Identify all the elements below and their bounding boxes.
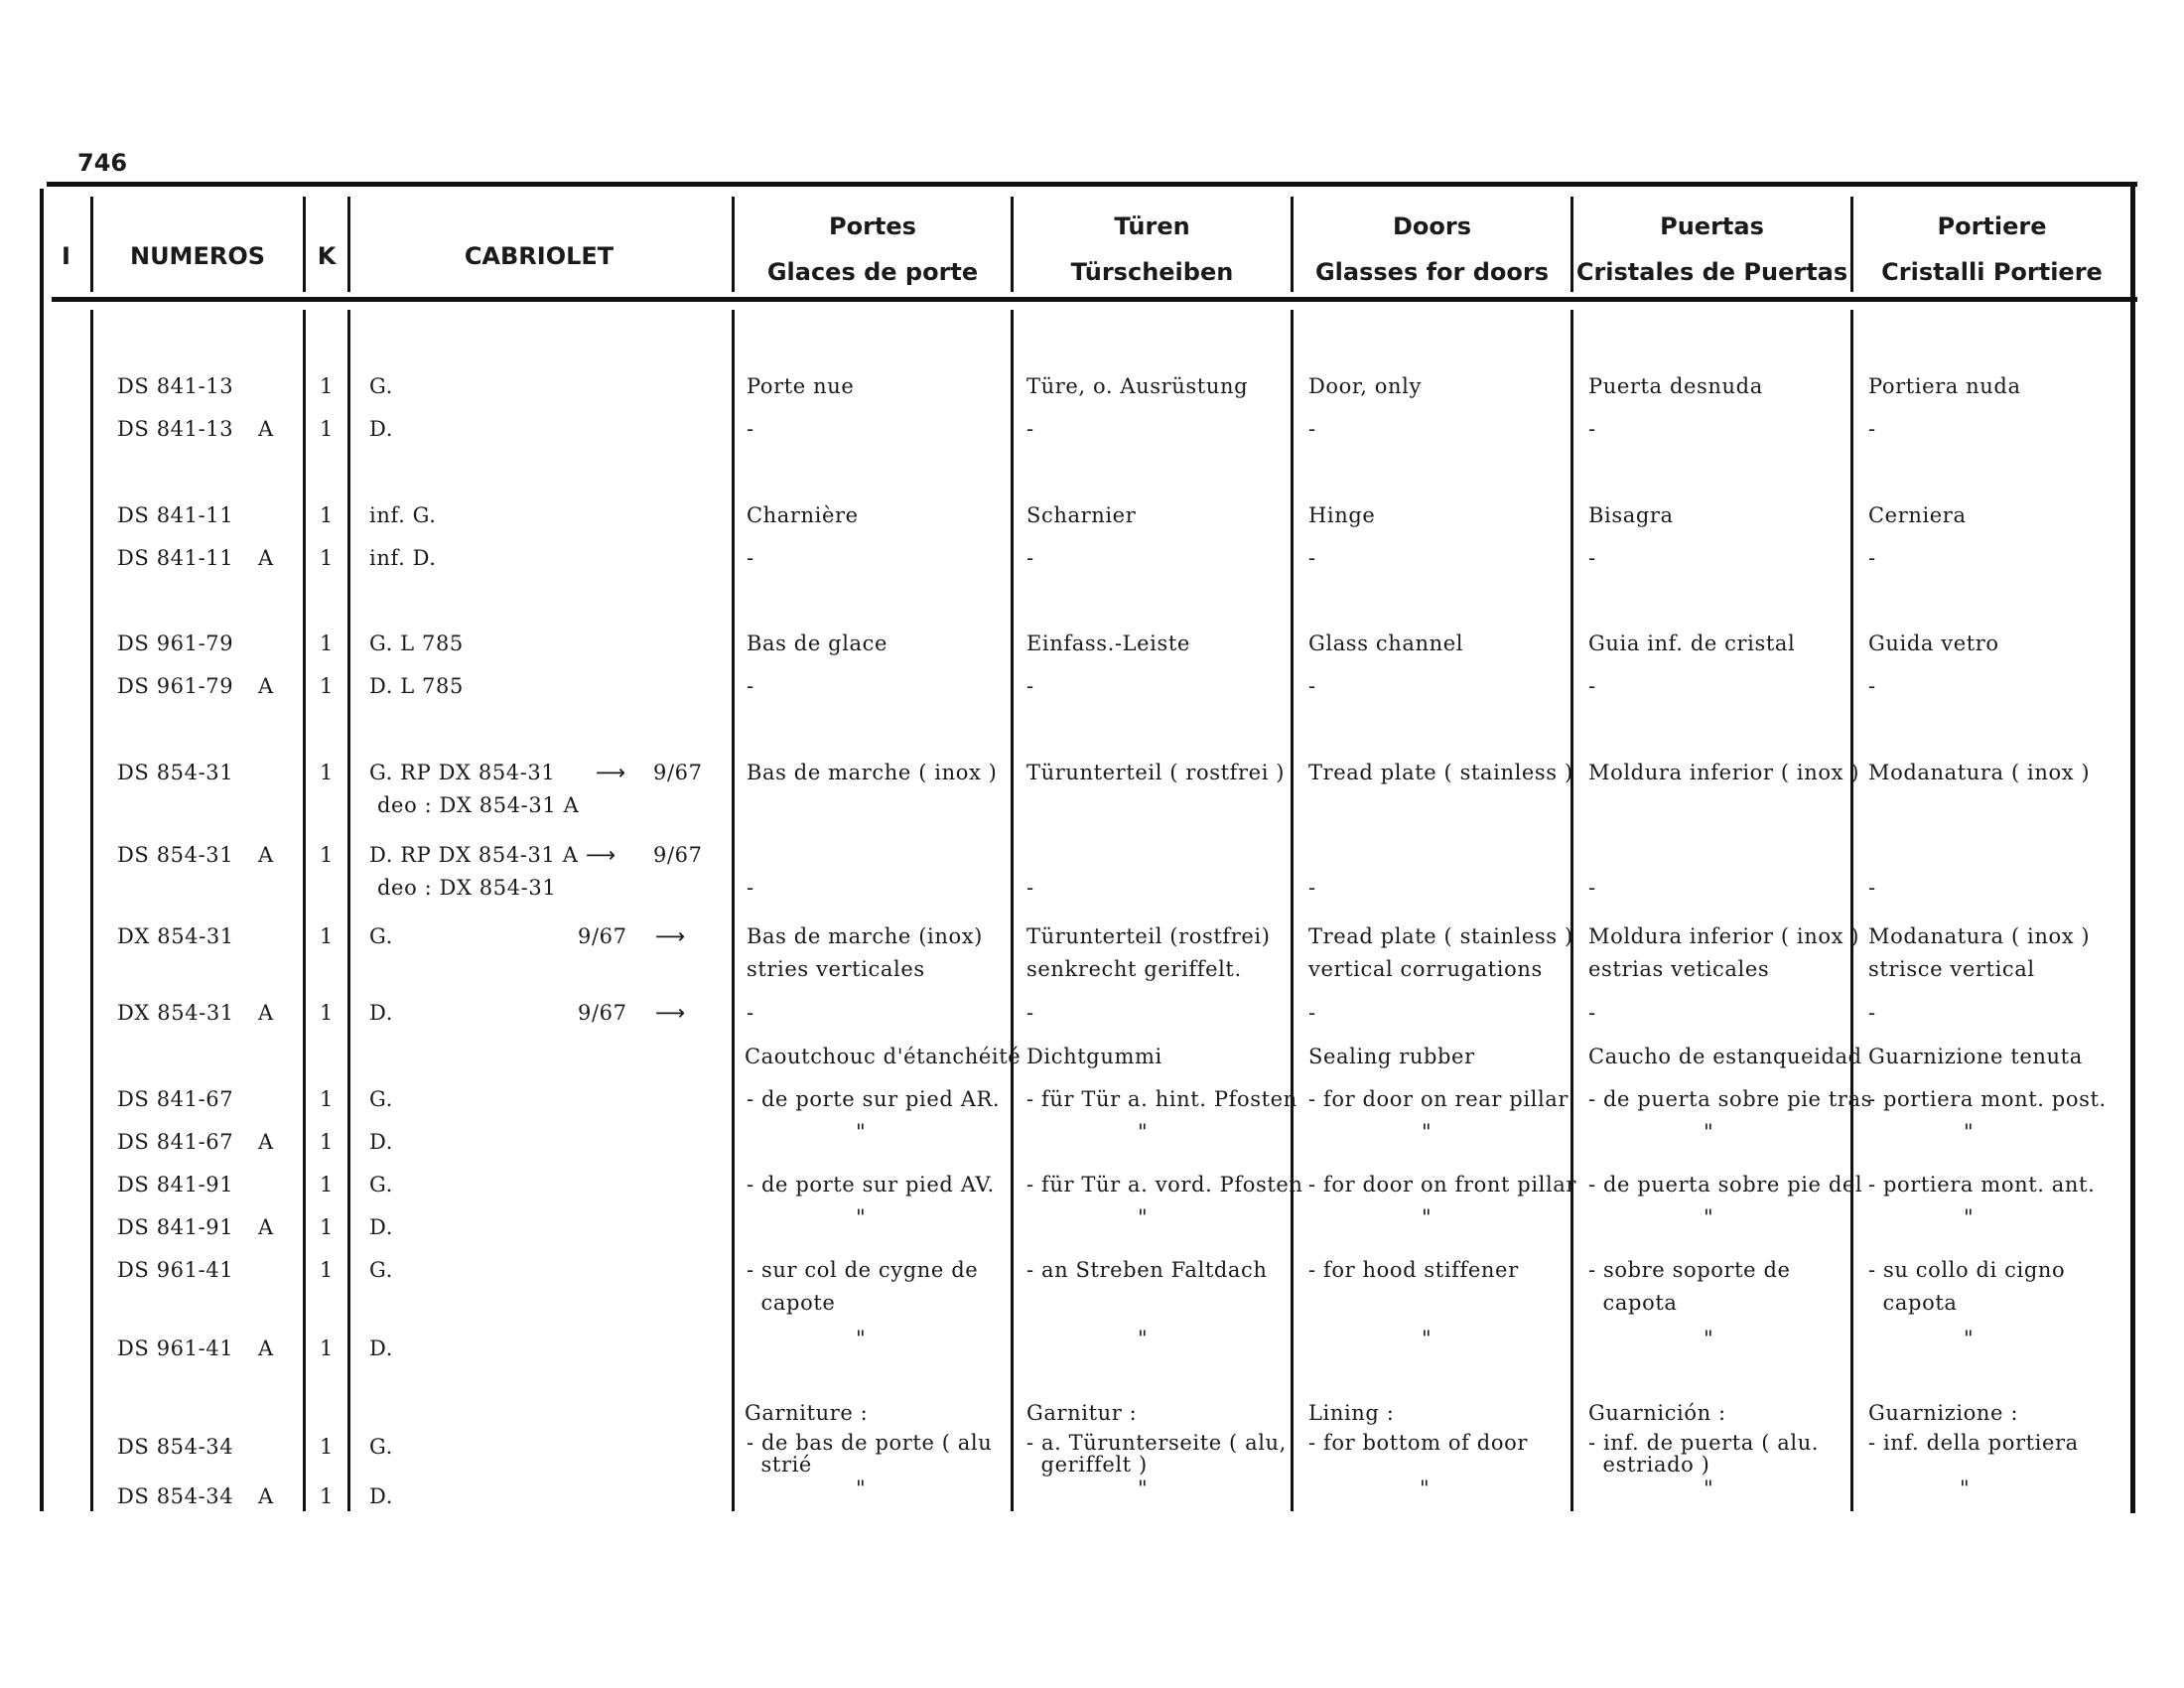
- section-de: Dichtgummi: [1026, 1045, 1162, 1068]
- part-number: [117, 1484, 286, 1508]
- header-it-line1: Portiere: [1937, 212, 2047, 240]
- quantity: 1: [320, 417, 334, 441]
- desc-es: Moldura inferior ( inox ): [1588, 761, 1860, 784]
- header-i: I: [62, 242, 70, 270]
- ditto-mark: ": [856, 1327, 867, 1350]
- desc-es: -: [1588, 1001, 1596, 1025]
- part-code: DS 961-79: [117, 632, 234, 655]
- header-cabriolet: CABRIOLET: [464, 242, 614, 270]
- quantity: 1: [320, 1130, 334, 1154]
- arrow-right-icon: ⟶: [655, 1001, 686, 1025]
- section-it: Guarnizione :: [1868, 1401, 2019, 1425]
- desc-fr: Porte nue: [747, 374, 855, 398]
- ditto-mark: ": [856, 1477, 867, 1500]
- desc-de: -: [1026, 1001, 1034, 1025]
- part-code: DX 854-31: [117, 924, 234, 948]
- header-lang-it: [1853, 212, 2130, 286]
- desc-it: -: [1868, 546, 1876, 570]
- section-fr: Caoutchouc d'étanchéité: [745, 1045, 1022, 1068]
- header-de-line1: Türen: [1114, 212, 1190, 240]
- table-top-rule: [47, 182, 2137, 187]
- part-number: [117, 920, 286, 953]
- cabriolet-note: inf. G.: [369, 503, 437, 527]
- column-divider: [1850, 310, 1853, 1511]
- cab-date: 9/67: [653, 843, 703, 867]
- desc-es-line2: estrias veticales: [1588, 957, 1770, 981]
- quantity: 1: [320, 374, 334, 398]
- ditto-mark: ": [1420, 1477, 1431, 1500]
- part-number: [117, 370, 286, 403]
- desc-es: - de puerta sobre pie del: [1588, 1173, 1863, 1196]
- desc-fr: -: [747, 876, 754, 900]
- header-lang-es: [1573, 212, 1850, 286]
- desc-it: - inf. della portiera: [1868, 1431, 2079, 1455]
- cabriolet-note: D.: [369, 417, 393, 441]
- column-divider: [732, 310, 735, 1511]
- part-number: [117, 1126, 286, 1159]
- ditto-mark: ": [1960, 1477, 1971, 1500]
- section-en: Lining :: [1308, 1401, 1395, 1425]
- desc-fr: -: [747, 546, 754, 570]
- header-es-line2: Cristales de Puertas: [1575, 258, 1848, 286]
- desc-en-line2: vertical corrugations: [1308, 957, 1543, 981]
- ditto-mark: ": [1138, 1120, 1149, 1144]
- arrow-right-icon: ⟶: [586, 843, 616, 867]
- cabriolet-note: G.: [369, 1258, 393, 1282]
- desc-de: Türunterteil ( rostfrei ): [1026, 761, 1286, 784]
- desc-de: -: [1026, 417, 1034, 441]
- cabriolet-note-line2: deo : DX 854-31 A: [377, 793, 580, 817]
- desc-en: Hinge: [1308, 503, 1376, 527]
- ditto-mark: ": [1138, 1205, 1149, 1229]
- desc-it: - portiera mont. ant.: [1868, 1173, 2096, 1196]
- cabriolet-note: G.: [369, 374, 393, 398]
- quantity: 1: [320, 1336, 334, 1360]
- cabriolet-note: G.: [369, 1435, 393, 1459]
- cabriolet-note: D.: [369, 1130, 393, 1154]
- part-code: DX 854-31: [117, 1001, 234, 1025]
- cabriolet-note: D. L 785: [369, 674, 464, 698]
- cab-ref: D. RP DX 854-31 A: [369, 843, 579, 867]
- desc-fr: -: [747, 1001, 754, 1025]
- desc-it-line2: capota: [1868, 1291, 1958, 1315]
- cabriolet-note: G.: [369, 1173, 393, 1196]
- part-code: DS 961-41: [117, 1336, 234, 1360]
- quantity: 1: [320, 503, 334, 527]
- desc-it-line2: strisce vertical: [1868, 957, 2035, 981]
- column-divider: [1291, 310, 1294, 1511]
- header-en-line2: Glasses for doors: [1314, 258, 1549, 286]
- cab-ref: G. RP DX 854-31: [369, 761, 556, 784]
- part-code: DS 841-67: [117, 1087, 234, 1111]
- quantity: 1: [320, 1258, 334, 1282]
- desc-en: -: [1308, 1001, 1316, 1025]
- ditto-mark: ": [1704, 1205, 1714, 1229]
- section-es: Caucho de estanqueidad: [1588, 1045, 1862, 1068]
- desc-fr: - de bas de porte ( alu: [747, 1431, 993, 1455]
- desc-es: - sobre soporte de: [1588, 1258, 1791, 1282]
- desc-fr: Bas de marche ( inox ): [747, 761, 998, 784]
- desc-fr: -: [747, 674, 754, 698]
- section-de: Garnitur :: [1026, 1401, 1138, 1425]
- section-it: Guarnizione tenuta: [1868, 1045, 2083, 1068]
- cabriolet-note: [369, 757, 727, 789]
- desc-en: -: [1308, 546, 1316, 570]
- desc-es: -: [1588, 674, 1596, 698]
- header-bottom-rule: [52, 297, 2137, 302]
- header-fr-line2: Glaces de porte: [766, 258, 979, 286]
- desc-en: - for bottom of door: [1308, 1431, 1528, 1455]
- part-code: DS 841-13: [117, 417, 234, 441]
- ditto-mark: ": [1422, 1120, 1433, 1144]
- header-en-line1: Doors: [1392, 212, 1472, 240]
- part-number: [117, 413, 286, 446]
- desc-fr-line2: stries verticales: [747, 957, 925, 981]
- quantity: 1: [320, 924, 334, 948]
- ditto-mark: ": [1704, 1327, 1714, 1350]
- desc-en: -: [1308, 876, 1316, 900]
- quantity: 1: [320, 1215, 334, 1239]
- desc-de-line2: senkrecht geriffelt.: [1026, 957, 1242, 981]
- desc-it: Modanatura ( inox ): [1868, 761, 2091, 784]
- ditto-mark: ": [1704, 1120, 1714, 1144]
- header-fr-line1: Portes: [829, 212, 916, 240]
- desc-en: - for door on front pillar: [1308, 1173, 1577, 1196]
- part-number: [117, 670, 286, 703]
- desc-it: Cerniera: [1868, 503, 1967, 527]
- section-es: Guarnición :: [1588, 1401, 1726, 1425]
- cabriolet-note: G.: [369, 1087, 393, 1111]
- desc-de: -: [1026, 876, 1034, 900]
- desc-de: - für Tür a. hint. Pfosten: [1026, 1087, 1297, 1111]
- desc-de: Einfass.-Leiste: [1026, 632, 1190, 655]
- arrow-right-icon: ⟶: [596, 761, 626, 784]
- part-suffix: A: [258, 843, 274, 867]
- quantity: 1: [320, 1087, 334, 1111]
- desc-en: Tread plate ( stainless ): [1308, 761, 1573, 784]
- cabriolet-note: [369, 920, 727, 953]
- part-code: DS 841-91: [117, 1173, 234, 1196]
- desc-it: -: [1868, 1001, 1876, 1025]
- section-en: Sealing rubber: [1308, 1045, 1475, 1068]
- desc-en: -: [1308, 417, 1316, 441]
- desc-it: - portiera mont. post.: [1868, 1087, 2107, 1111]
- desc-es: Guia inf. de cristal: [1588, 632, 1796, 655]
- part-code: DS 841-91: [117, 1215, 234, 1239]
- ditto-mark: ": [1422, 1327, 1433, 1350]
- ditto-mark: ": [1964, 1205, 1975, 1229]
- desc-es: - inf. de puerta ( alu.: [1588, 1431, 1820, 1455]
- table-right-border: [2130, 185, 2135, 1513]
- cab-ref: D.: [369, 1001, 393, 1025]
- desc-en: -: [1308, 674, 1316, 698]
- ditto-mark: ": [1704, 1477, 1714, 1500]
- header-de-line2: Türscheiben: [1070, 258, 1234, 286]
- cabriolet-note: [369, 997, 727, 1030]
- part-number: [117, 1431, 286, 1464]
- part-number: [117, 1254, 286, 1287]
- quantity: 1: [320, 1001, 334, 1025]
- cabriolet-note: D.: [369, 1336, 393, 1360]
- desc-fr-line2: capote: [747, 1291, 836, 1315]
- ditto-mark: ": [1422, 1205, 1433, 1229]
- desc-de: - a. Türunterseite ( alu,: [1026, 1431, 1287, 1455]
- desc-es: -: [1588, 546, 1596, 570]
- desc-es: -: [1588, 876, 1596, 900]
- quantity: 1: [320, 1484, 334, 1508]
- desc-es-line2: estriado ): [1588, 1453, 1710, 1477]
- ditto-mark: ": [856, 1205, 867, 1229]
- part-code: DS 854-34: [117, 1435, 234, 1459]
- header-it-line2: Cristalli Portiere: [1881, 258, 2103, 286]
- cabriolet-note: [369, 839, 727, 872]
- desc-en: Door, only: [1308, 374, 1422, 398]
- cabriolet-note-line2: deo : DX 854-31: [377, 876, 557, 900]
- part-suffix: A: [258, 1484, 274, 1508]
- desc-en: Glass channel: [1308, 632, 1464, 655]
- header-k: K: [317, 242, 337, 270]
- section-fr: Garniture :: [745, 1401, 869, 1425]
- quantity: 1: [320, 1435, 334, 1459]
- cab-date: 9/67: [578, 924, 627, 948]
- ditto-mark: ": [1964, 1327, 1975, 1350]
- desc-fr-line2: strié: [747, 1453, 812, 1477]
- part-suffix: A: [258, 546, 274, 570]
- cabriolet-note: G. L 785: [369, 632, 464, 655]
- part-code: DS 854-31: [117, 761, 234, 784]
- part-code: DS 841-67: [117, 1130, 234, 1154]
- desc-de: Türe, o. Ausrüstung: [1026, 374, 1249, 398]
- arrow-right-icon: ⟶: [655, 924, 686, 948]
- ditto-mark: ": [856, 1120, 867, 1144]
- quantity: 1: [320, 843, 334, 867]
- column-divider: [347, 310, 350, 1511]
- header-lang-fr: [735, 212, 1011, 286]
- desc-de: Scharnier: [1026, 503, 1137, 527]
- header-numeros: NUMEROS: [129, 242, 266, 270]
- header-es-line1: Puertas: [1660, 212, 1764, 240]
- desc-fr: Bas de glace: [747, 632, 888, 655]
- part-suffix: A: [258, 1001, 274, 1025]
- part-code: DS 854-34: [117, 1484, 234, 1508]
- column-divider: [303, 310, 306, 1511]
- desc-es-line2: capota: [1588, 1291, 1678, 1315]
- part-suffix: A: [258, 674, 274, 698]
- part-code: DS 961-41: [117, 1258, 234, 1282]
- desc-it: Modanatura ( inox ): [1868, 924, 2091, 948]
- table-left-border: [40, 189, 44, 1511]
- desc-en: - for door on rear pillar: [1308, 1087, 1570, 1111]
- part-code: DS 961-79: [117, 674, 234, 698]
- cab-ref: G.: [369, 924, 393, 948]
- desc-it: Guida vetro: [1868, 632, 1999, 655]
- desc-it: - su collo di cigno: [1868, 1258, 2066, 1282]
- desc-it: Portiera nuda: [1868, 374, 2021, 398]
- desc-de: Türunterteil (rostfrei): [1026, 924, 1271, 948]
- desc-fr: - de porte sur pied AR.: [747, 1087, 1001, 1111]
- cabriolet-note: D.: [369, 1215, 393, 1239]
- desc-es: -: [1588, 417, 1596, 441]
- desc-fr: Bas de marche (inox): [747, 924, 983, 948]
- desc-de: -: [1026, 674, 1034, 698]
- part-number: [117, 542, 286, 575]
- desc-it: -: [1868, 674, 1876, 698]
- desc-de: - für Tür a. vord. Pfosten: [1026, 1173, 1303, 1196]
- desc-en: Tread plate ( stainless ): [1308, 924, 1573, 948]
- cab-date: 9/67: [578, 1001, 627, 1025]
- part-code: DS 841-11: [117, 546, 234, 570]
- quantity: 1: [320, 546, 334, 570]
- part-number: [117, 1169, 286, 1201]
- part-number: [117, 839, 286, 872]
- part-code: DS 841-13: [117, 374, 234, 398]
- desc-es: Puerta desnuda: [1588, 374, 1763, 398]
- ditto-mark: ": [1138, 1477, 1149, 1500]
- part-code: DS 854-31: [117, 843, 234, 867]
- part-number: [117, 499, 286, 532]
- header-lang-de: [1014, 212, 1291, 286]
- part-number: [117, 997, 286, 1030]
- header-lang-en: [1294, 212, 1570, 286]
- cab-date: 9/67: [653, 761, 703, 784]
- quantity: 1: [320, 674, 334, 698]
- desc-es: Bisagra: [1588, 503, 1674, 527]
- cabriolet-note: inf. D.: [369, 546, 437, 570]
- part-number: [117, 757, 286, 789]
- ditto-mark: ": [1138, 1327, 1149, 1350]
- part-number: [117, 1211, 286, 1244]
- desc-it: -: [1868, 876, 1876, 900]
- quantity: 1: [320, 1173, 334, 1196]
- desc-de: - an Streben Faltdach: [1026, 1258, 1268, 1282]
- cabriolet-note: D.: [369, 1484, 393, 1508]
- desc-es: - de puerta sobre pie tras: [1588, 1087, 1873, 1111]
- column-divider: [1570, 310, 1573, 1511]
- desc-fr: - sur col de cygne de: [747, 1258, 979, 1282]
- part-suffix: A: [258, 1215, 274, 1239]
- desc-es: Moldura inferior ( inox ): [1588, 924, 1860, 948]
- page-number: 746: [77, 149, 128, 177]
- part-number: [117, 1333, 286, 1365]
- desc-en: - for hood stiffener: [1308, 1258, 1519, 1282]
- desc-fr: Charnière: [747, 503, 859, 527]
- column-divider: [90, 310, 93, 1511]
- desc-fr: -: [747, 417, 754, 441]
- part-suffix: A: [258, 417, 274, 441]
- desc-it: -: [1868, 417, 1876, 441]
- part-number: [117, 628, 286, 660]
- part-code: DS 841-11: [117, 503, 234, 527]
- quantity: 1: [320, 632, 334, 655]
- desc-de: -: [1026, 546, 1034, 570]
- column-divider: [1011, 310, 1014, 1511]
- part-number: [117, 1083, 286, 1116]
- desc-fr: - de porte sur pied AV.: [747, 1173, 995, 1196]
- part-suffix: A: [258, 1130, 274, 1154]
- part-suffix: A: [258, 1336, 274, 1360]
- quantity: 1: [320, 761, 334, 784]
- desc-de-line2: geriffelt ): [1026, 1453, 1148, 1477]
- ditto-mark: ": [1964, 1120, 1975, 1144]
